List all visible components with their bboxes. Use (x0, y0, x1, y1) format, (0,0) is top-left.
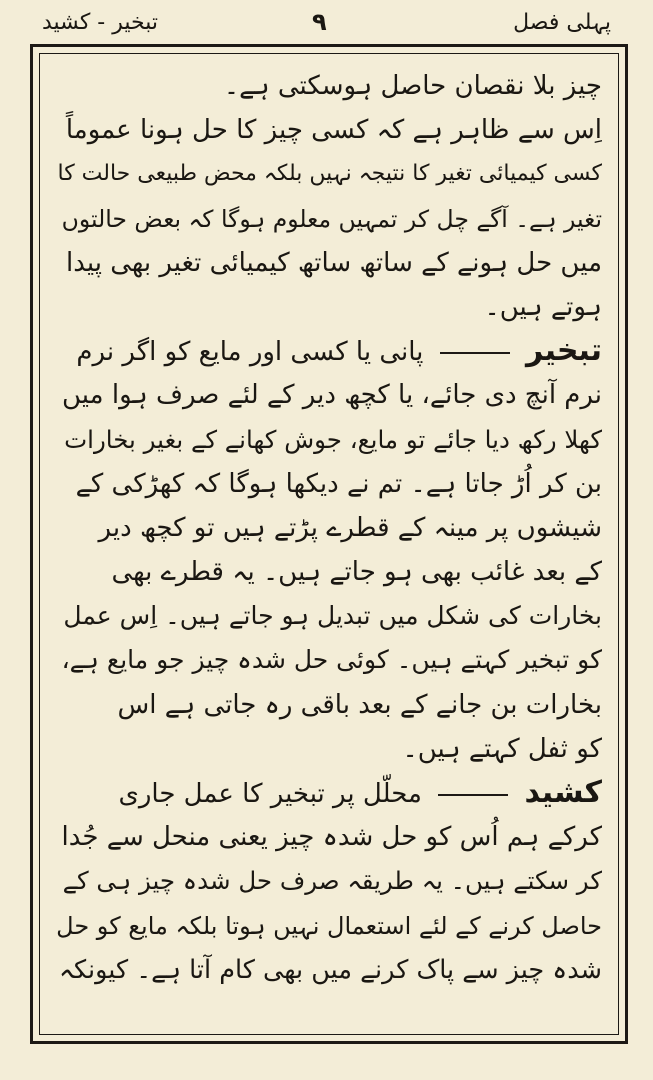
body-text (56, 64, 602, 992)
text-line: چیز بلا نقصان حاصل ہوسکتی ہے۔ (223, 71, 602, 101)
text-line: میں حل ہونے کے ساتھ ساتھ کیمیائی تغیر بھی پیدا (66, 247, 602, 278)
text-line: تغیر ہے۔ آگے چل کر تمہیں معلوم ہوگا کہ بعض حالتوں (61, 204, 602, 233)
text-line: نرم آنچ دی جائے، یا کچھ دیر کے لئے صرف ہوا میں (62, 380, 602, 411)
text-line: بخارات کی شکل میں تبدیل ہو جاتے ہیں۔ اِس عمل (63, 601, 602, 631)
text-line: کسی کیمیائی تغیر کا نتیجہ نہیں بلکہ محض طبیعی حالت کا (57, 161, 602, 187)
text-line: بخارات بن جانے کے بعد باقی رہ جاتی ہے اس (117, 689, 602, 720)
running-head (0, 6, 653, 40)
text-line: کر سکتے ہیں۔ یہ طریقہ صرف حل شدہ چیز ہی کے (62, 866, 602, 896)
section-intro: محلّل پر تبخیر کا عمل جاری (118, 779, 422, 809)
section-intro: پانی یا کسی اور مایع کو اگر نرم (76, 337, 424, 368)
text-line: کو ثفل کہتے ہیں۔ (402, 733, 602, 764)
running-head-chapter: پہلی فصل (513, 10, 611, 35)
text-line: کرکے ہم اُس کو حل شدہ چیز یعنی منحل سے جُدا (61, 822, 602, 853)
heading-dash (440, 352, 510, 354)
text-line: ہوتے ہیں۔ (484, 291, 602, 322)
section-heading-kasheed: کشید (524, 775, 602, 810)
text-line: شدہ چیز سے پاک کرنے میں بھی کام آتا ہے۔ کیونکہ (59, 954, 602, 985)
running-head-section-title: تبخیر - کشید (42, 10, 158, 35)
text-line: کو تبخیر کہتے ہیں۔ کوئی حل شدہ چیز جو مایع ہے، (61, 645, 602, 675)
section-heading-tabkheer: تبخیر (525, 333, 602, 369)
text-line: کے بعد غائب بھی ہو جاتے ہیں۔ یہ قطرے بھی (111, 557, 602, 588)
page-number: ۹ (312, 8, 327, 36)
text-line: کھلا رکھ دیا جائے تو مایع، جوش کھانے کے بغیر بخارات (64, 424, 602, 454)
text-line: شیشوں پر مینہ کے قطرے پڑتے ہیں تو کچھ دیر (98, 512, 602, 543)
text-line: بن کر اُڑ جاتا ہے۔ تم نے دیکھا ہوگا کہ کھڑکی کے (75, 468, 602, 499)
page-border (30, 44, 628, 1044)
section-heading-line (56, 329, 602, 373)
page-inner-border (39, 53, 619, 1035)
section-heading-line (56, 771, 602, 815)
text-line: اِس سے ظاہر ہے کہ کسی چیز کا حل ہونا عموماً (65, 115, 602, 146)
text-line: حاصل کرنے کے لئے استعمال نہیں ہوتا بلکہ مایع کو حل (56, 911, 602, 940)
heading-dash (438, 794, 508, 796)
